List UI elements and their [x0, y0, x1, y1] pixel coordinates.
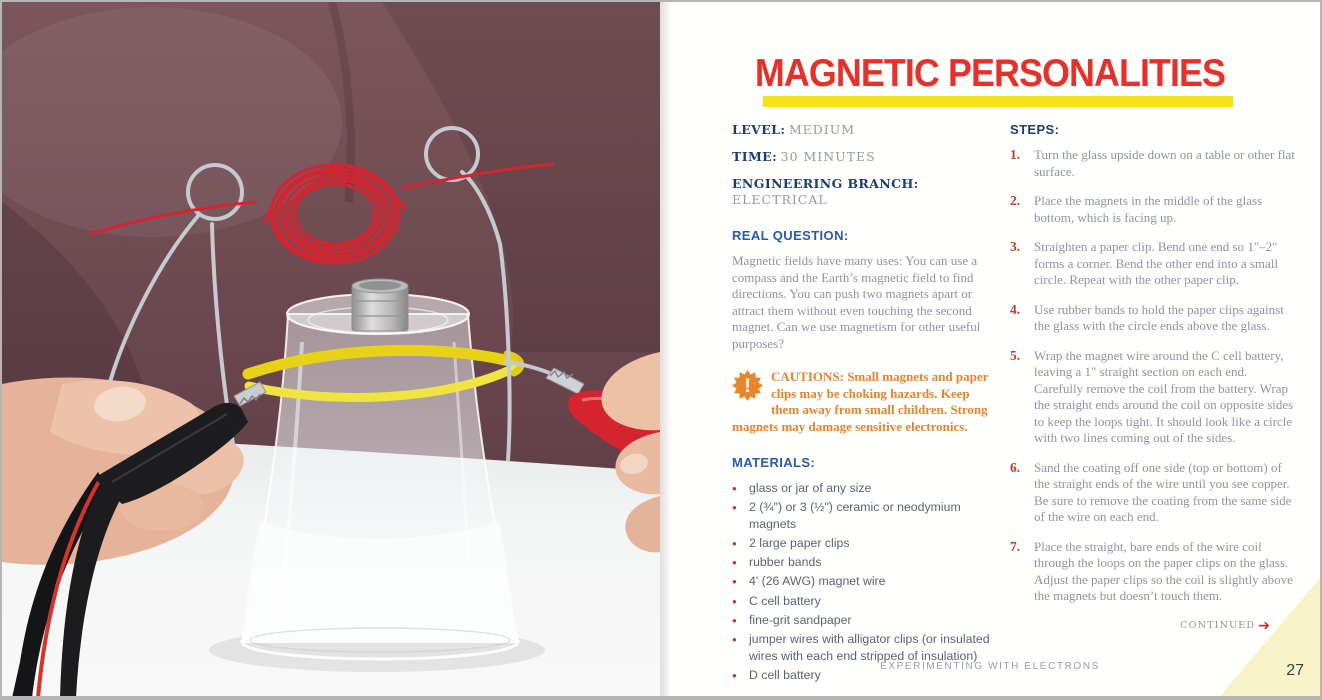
step-text: Straighten a paper clip. Bend one end so 1"–2" forms a corner. Bend the other end into a small circle. Repeat with the other paper clip.	[1034, 239, 1279, 287]
step-item	[1010, 239, 1296, 289]
steps-heading: STEPS:	[1010, 122, 1060, 137]
step-number: 4.	[1010, 301, 1021, 317]
step-number: 7.	[1010, 538, 1021, 554]
level-row	[732, 122, 990, 138]
caution-note	[732, 369, 990, 435]
material-item: ● fine-grit sandpaper	[732, 612, 990, 628]
material-item: ● 2 (¾") or 3 (½") ceramic or neodymium magnets	[732, 499, 990, 532]
experiment-photo	[2, 2, 660, 696]
step-item	[1010, 147, 1296, 180]
branch-label: ENGINEERING BRANCH:	[732, 176, 919, 191]
material-item: ● 2 large paper clips	[732, 535, 990, 551]
step-text: Place the straight, bare ends of the wire coil through the loops on the paper clips on the glass. Adjust the paper clips so the coil is slightly above the magnets but doesn’t touch them.	[1034, 538, 1293, 603]
material-item: ● 4' (26 AWG) magnet wire	[732, 573, 990, 589]
running-footer: EXPERIMENTING WITH ELECTRONS	[880, 661, 1100, 672]
step-text: Wrap the magnet wire around the C cell battery, leaving a 1" straight section on each end. Carefully remove the coil from the battery. Wrap the straight ends around the coil on opposite sides to keep the loops tight. It should look like a circle with two lines coming out of the sides.	[1034, 347, 1294, 445]
step-number: 5.	[1010, 347, 1021, 363]
warning-starburst-icon	[732, 370, 763, 401]
time-row	[732, 149, 990, 165]
continued-link	[1010, 618, 1296, 634]
step-number: 3.	[1010, 239, 1021, 254]
page-number: 27	[1286, 662, 1304, 679]
magnet-stack	[352, 279, 408, 331]
level-value: MEDIUM	[788, 122, 856, 137]
arrow-right-icon: ➔	[1258, 617, 1270, 634]
title-underline	[763, 96, 1233, 107]
step-number: 2.	[1010, 193, 1021, 208]
materials-heading: MATERIALS:	[732, 455, 816, 470]
step-item	[1010, 302, 1296, 335]
step-item	[1010, 460, 1296, 526]
time-value: 30 MINUTES	[780, 149, 876, 164]
branch-row	[732, 176, 990, 208]
recipe-page	[660, 2, 1320, 696]
left-column	[732, 122, 990, 686]
page-title: MAGNETIC PERSONALITIES	[754, 52, 1226, 95]
step-text: Turn the glass upside down on a table or other flat surface.	[1034, 147, 1295, 179]
step-item	[1010, 539, 1296, 605]
exclamation-glyph: !	[744, 375, 751, 398]
materials-list	[732, 480, 990, 683]
step-text: Sand the coating off one side (top or bottom) of the straight ends of the wire until you see copper. Be sure to remove the coating from the same side of the wire on each end.	[1034, 459, 1292, 524]
caution-text: CAUTIONS: Small magnets and paper clips may be choking hazards. Keep them away from small children. Strong magnets may damage sensitive electronics.	[732, 369, 989, 434]
step-item	[1010, 193, 1296, 226]
step-text: Place the magnets in the middle of the glass bottom, which is facing up.	[1034, 193, 1263, 225]
step-text: Use rubber bands to hold the paper clips against the glass with the circle ends above the glass.	[1034, 301, 1284, 333]
steps-column	[1010, 122, 1296, 634]
branch-value: ELECTRICAL	[732, 192, 828, 207]
real-question-body: Magnetic fields have many uses: You can use a compass and the Earth’s magnetic field to find directions. You can push two magnets apart or attract them without even touching the second magnet. Can we use magnetism for other useful purposes?	[732, 253, 981, 351]
step-item	[1010, 348, 1296, 447]
level-label: LEVEL:	[732, 122, 786, 137]
steps-list	[1010, 147, 1296, 605]
material-item: ● D cell battery	[732, 667, 990, 683]
material-item: ● glass or jar of any size	[732, 480, 990, 496]
real-question-heading: REAL QUESTION:	[732, 228, 849, 243]
material-item: ● jumper wires with alligator clips (or insulated wires with each end stripped of insulation)	[732, 631, 990, 664]
material-item: ● C cell battery	[732, 593, 990, 609]
time-label: TIME:	[732, 149, 778, 164]
step-number: 1.	[1010, 147, 1021, 162]
continued-label: CONTINUED	[1180, 619, 1256, 631]
step-number: 6.	[1010, 459, 1021, 475]
material-item: ● rubber bands	[732, 554, 990, 570]
